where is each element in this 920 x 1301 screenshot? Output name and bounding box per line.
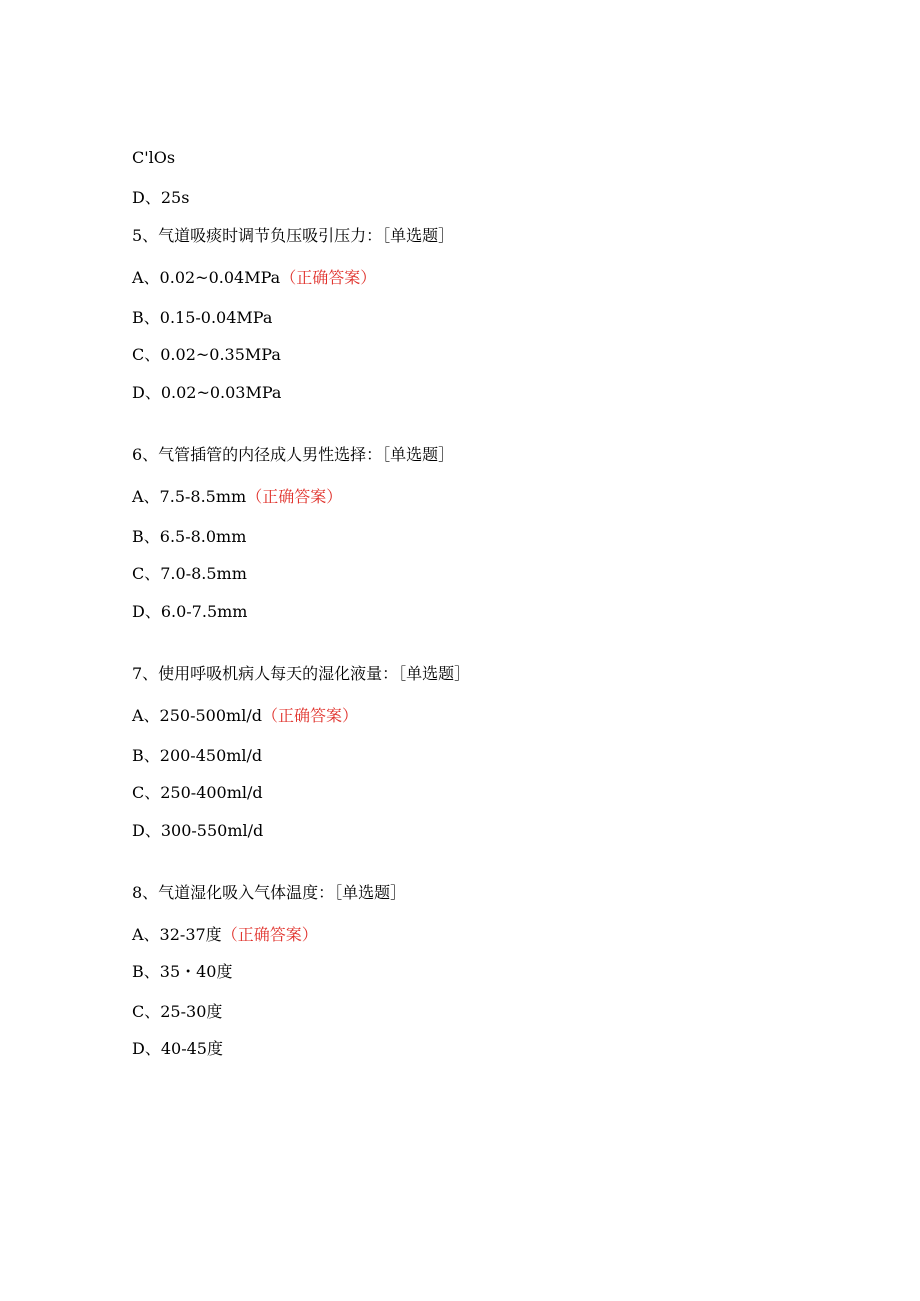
question-7-option-d — [132, 821, 263, 841]
option-text: C、0.02~0.35MPa — [132, 345, 281, 364]
option-text: C'lOs — [132, 148, 176, 167]
question-6-option-d — [132, 602, 247, 622]
question-5-option-d — [132, 383, 281, 403]
option-text: C、250-400ml∕d — [132, 783, 263, 802]
correct-answer-mark: （正确答案） — [221, 925, 318, 944]
option-text: A、7.5-8.5mm — [132, 487, 247, 506]
question-7-option-b — [132, 746, 262, 766]
question-6-option-a — [132, 487, 342, 507]
option-text: D、25s — [132, 188, 190, 207]
question-5-stem — [132, 226, 454, 246]
question-stem-text: 7、使用呼吸机病人每天的湿化液量：［单选题］ — [132, 664, 471, 683]
question-8-option-c — [132, 1002, 222, 1022]
option-text: B、35・40度 — [132, 962, 233, 981]
question-stem-text: 6、气管插管的内径成人男性选择：［单选题］ — [132, 445, 455, 464]
correct-answer-mark: （正确答案） — [246, 487, 343, 506]
question-5-option-b — [132, 308, 272, 328]
question-5-option-c — [132, 345, 281, 365]
option-text: B、6.5-8.0mm — [132, 527, 247, 546]
question-7-stem — [132, 664, 470, 684]
question-stem-text: 8、气道湿化吸入气体温度：［单选题］ — [132, 883, 407, 902]
option-text: B、200-450ml∕d — [132, 746, 263, 765]
option-text: D、40-45度 — [132, 1039, 223, 1058]
option-text: D、0.02~0.03MPa — [132, 383, 282, 402]
correct-answer-mark: （正确答案） — [261, 706, 358, 725]
question-6-option-c — [132, 564, 247, 584]
question-8-option-b — [132, 962, 232, 982]
question-8-option-a — [132, 925, 318, 945]
option-c-previous — [132, 148, 175, 168]
question-stem-text: 5、气道吸痰时调节负压吸引压力：［单选题］ — [132, 226, 455, 245]
option-text: A、250-500ml∕d — [132, 706, 262, 725]
question-6-stem — [132, 445, 454, 465]
option-text: A、0.02~0.04MPa — [132, 268, 281, 287]
option-text: B、0.15-0.04MPa — [132, 308, 273, 327]
question-6-option-b — [132, 527, 246, 547]
question-7-option-a — [132, 706, 358, 726]
question-7-option-c — [132, 783, 263, 803]
option-text: C、25-30度 — [132, 1002, 223, 1021]
option-text: A、32-37度 — [132, 925, 222, 944]
option-text: D、300-550ml∕d — [132, 821, 264, 840]
option-text: D、6.0-7.5mm — [132, 602, 248, 621]
question-5-option-a — [132, 268, 376, 288]
option-d-previous — [132, 188, 189, 208]
correct-answer-mark: （正确答案） — [280, 268, 377, 287]
question-8-stem — [132, 883, 406, 903]
option-text: C、7.0-8.5mm — [132, 564, 247, 583]
question-8-option-d — [132, 1039, 223, 1059]
